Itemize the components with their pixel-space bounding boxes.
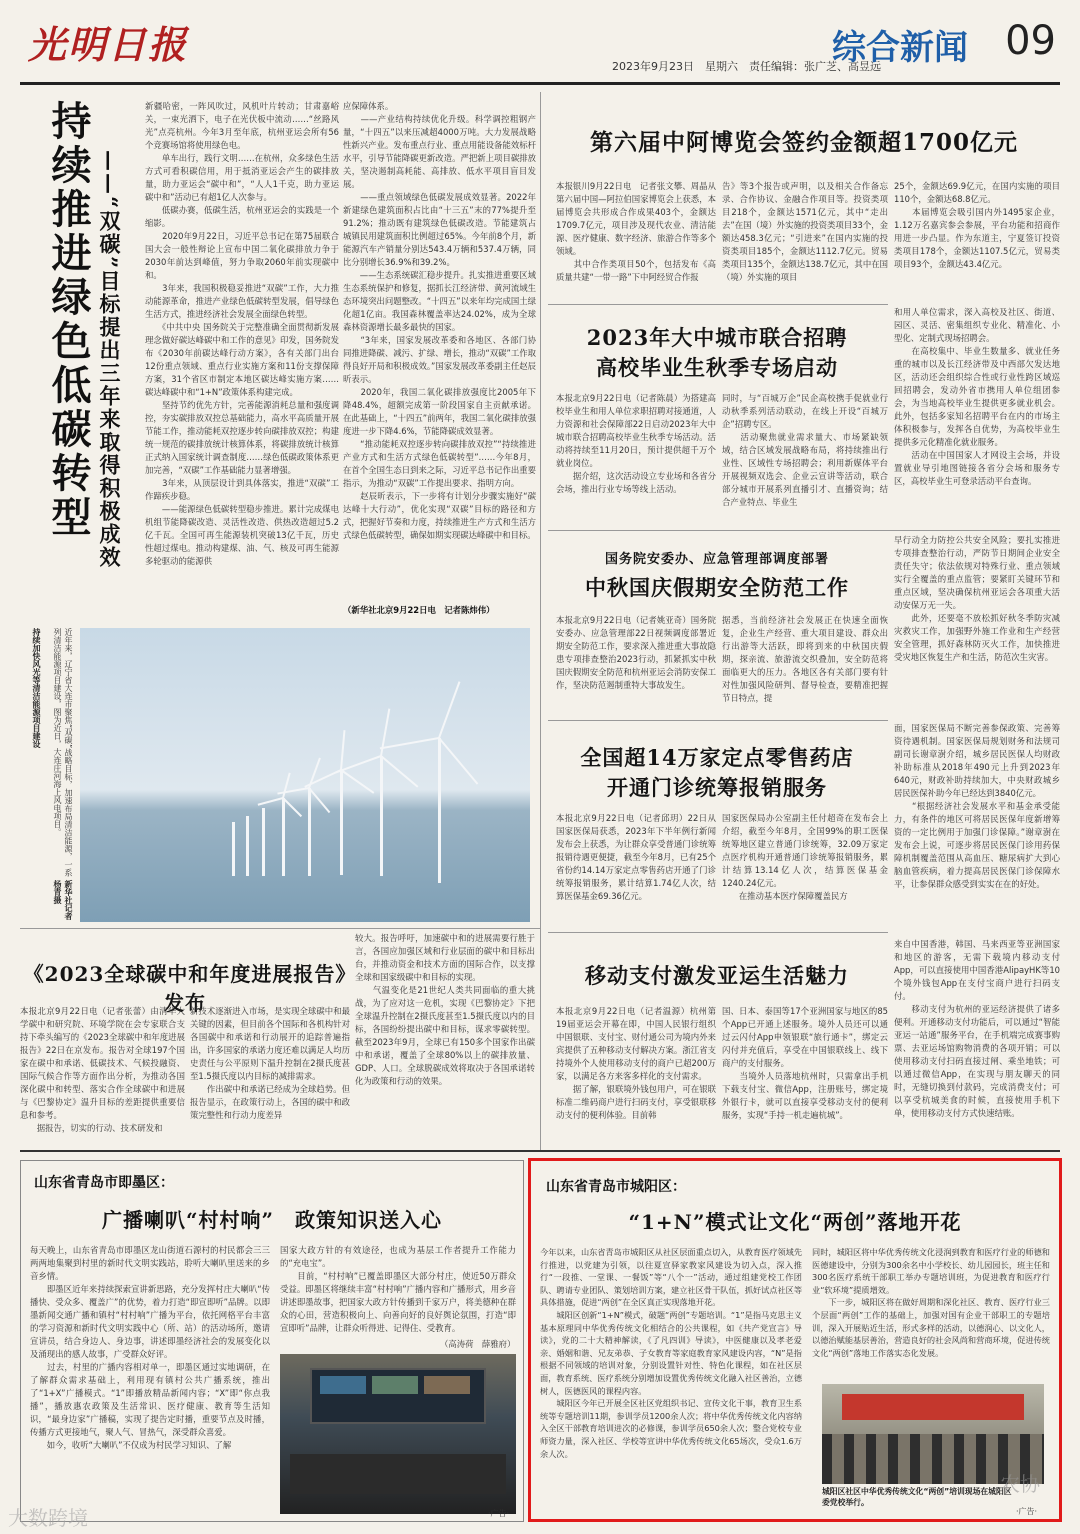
issue-date-editors: 2023年9月23日 星期六 责任编辑：张广芝、高昱远: [612, 60, 881, 73]
report-story-title: 《2023全球碳中和年度进展报告》发布: [23, 962, 347, 1015]
header-rule: [20, 82, 1060, 85]
holiday-story-title: 中秋国庆假期安全防范工作: [585, 575, 849, 600]
holiday-story-text3: 早行动全力防控公共安全风险；要扎实推进专项排查整治行动，严防节日期间企业安全责任失守；依法依规对特殊行业、重点领域实行全覆盖的重点监管；要紧盯关键环节和重点区域，坚决确保杭州亚运会各项重大活动安保万无一失。 此外，还要毫不放松抓好秋冬季防灾减灾救灾工作，加强野外施工作业和生产经营安全管理，抓好森林防灭火工作，加快推进受灾地区恢复生产和生活，防范次生灾害。: [894, 535, 1060, 662]
ad-right-photo-caption: 城阳区社区中华优秀传统文化“两创”培训现场在城阳区委党校举行。: [822, 1487, 1012, 1507]
ad-right-title: “1+N”模式让文化“两创”落地开花: [628, 1210, 962, 1234]
section-title: 综合新闻: [832, 28, 968, 68]
payment-story-text1: 本报北京9月22日电（记者温源）杭州第19届亚运会开幕在即，中国人民银行组织中国银联、支付宝、财付通公司为境内外来宾提供了五种移动支付解决方案。浙江省支持境外个人使用移动支付的商户已超200万家，以满足各方来客多样化的支付需求。 据了解，银联境外钱包用户，可在银联标准二维码商户进行扫码支付，享受银联移动支付的便利体验。目前韩: [556, 1006, 716, 1120]
jobs-story-title-line1: 2023年大中城市联合招聘: [586, 325, 848, 350]
photo1-credit: 新华社记者 杨青摄: [53, 880, 73, 928]
holiday-story-kicker: 国务院安委办、应急管理部调度部署: [604, 552, 829, 567]
divider: [548, 304, 888, 305]
ad-left-tag: ·广告·: [488, 1509, 510, 1518]
newspaper-logo: 光明日报: [28, 22, 189, 67]
divider: [548, 720, 888, 721]
divider: [20, 928, 540, 929]
ad-left-label: 山东省青岛市即墨区：: [34, 1175, 174, 1191]
section-rule: [20, 1150, 1060, 1152]
jobs-story-text2: 同时，与“百城万企”民企高校携手促就业行动秋季系列活动联动，在线上开设“百城万企”招聘专区。 活动聚焦就业需求量大、市场紧缺领域，结合区域发展战略布局，将持续推出行业性、区域性专场招聘会；利用新媒体平台开展视频双选会、企业云宣讲等活动，联合部分城市开展系列直播引才、直播资询；结合产业特点、毕业生: [722, 393, 888, 507]
watermark-left: 大数跨境: [8, 1506, 88, 1530]
ad-right-text1: 今年以来，山东省青岛市城阳区从社区层面重点切入，从教育医疗领域先行推进，以党建为引领，以往夏宣驿家教家风建设为切入点，深入推行“一段推、一堂课、一餐饭”等“八个一”活动，通过组建党校工作团队、聘请专业团队、策划培训方案，建立社区骨干队伍，抓好试点社区等具体措施，促进“两创”在全区真正实现落地开花。 城阳区创新“1+N”模式，破题“两创”专题培训。“1”是指马克思主义基本原理同中华优秀传统文化相结合的公共课程，如《共产党宣言》导读》，党的二十大精神解读，《了凡四训》导读》，中医健康以及孝老爱亲、婚姻和谐、兄友弟恭、子女教育等家庭教育家风建设内容，“N”是指根据不同领域的培训对象，分别设置针对性、特色化课程，如在社区层面，教育系统、医疗系统分别增加设置优秀传统文化融入社区善治，立德树人，医德医风的课程内容。 城阳区今年已开展全区社区党组织书记、宣传文化干事，教育卫生系统等专题培训11期，参训学员1200余人次；将中华优秀传统文化内容纳入全区干部教育培训进次的必修课，参训学员650余人次；整合党校专业师资力量，深入社区、学校等宣讲中华优秀传统文化65场次，受众1.6万余人次。: [540, 1247, 803, 1459]
divider: [548, 530, 1060, 531]
pharmacy-story-text2: 国家医保局办公室副主任付超奇在发布会上介绍，截至今年8月，全国99%的职工医保统筹地区建立普通门诊统筹，32.09万家定点医疗机构开通普通门诊统筹报销服务，累计结算13.14亿人次，结算医保基金1240.24亿元。 在推动基本医疗保障覆盖民方: [722, 813, 888, 901]
lead-story-col2: 应保障体系。 ——产业结构持续优化升级。科学调控粗钢产量，“十四五”以来压减超4000万吨。大力发展战略性新兴产业。发布重点行业、重点用能设备能效标杆水平，引导节能降碳更新改造。严把新上项目碳排放关，坚决遏制高耗能、高排放、低水平项目盲目发展。 ——重点领域绿色低碳发展成效显著。2022年新建绿色建筑面积占比由“十三五”末的77%提升至91.2%；推动既有建筑绿色低碳改造。节能建筑占城镇民用建筑面积比例超过65%。今年前8个月，新能源汽车产销量分别达543.4万辆和537.4万辆，同比分别增长36.9%和39.2%。 ——生态系统碳汇稳步提升。扎实推进重要区域生态系统保护和修复，据抓长江经济带、黄河流域生态环境突出问题整改。“十四五”以来年均完成国土绿化超1亿亩。我国森林覆盖率达24.02%，成为全球森林资源增长最多最快的国家。 “3年来，国家发展改革委和各地区、各部门协同推进降碳、减污、扩绿、增长，推动“双碳”工作取得良好开局和积极成效。”国家发展改革委副主任赵辰昕表示。 2020年，我国二氧化碳排放强度比2005年下降48.4%，超额完成第一阶段国家自主贡献承诺。在此基础上，“十四五”前两年，我国二氧化碳排放强度进一步下降4.6%，节能降碳成效显著。 “推动能耗双控逐步转向碳排放双控”“持续推进产业方式和生活方式绿色低碳转型”……今年8月，在首个全国生态日到来之际，习近平总书记作出重要指示，为推动“双碳”工作提出要求、指明方向。 赵辰昕表示，下一步将有计划分步骤实施好“碳达峰十大行动”，优化实现“双碳”目标的路径和方式，把握好节奏和力度，持续推进生产方式和生活方式绿色低碳转型，确保如期实现碳达峰碳中和目标。: [343, 101, 536, 540]
divider: [548, 932, 888, 933]
ad-left-title: 广播喇叭“村村响” 政策知识送入心: [101, 1208, 442, 1232]
wind-farm-photo: [80, 628, 530, 922]
jobs-story-title-line2: 高校毕业生秋季专场启动: [596, 355, 838, 380]
pharmacy-story-title-line1: 全国超14万家定点零售药店: [580, 745, 854, 770]
photo1-caption-title: 持续加快风光等清洁能源项目建设: [32, 628, 41, 748]
expo-story-text3: 25个，金额达69.9亿元，在国内实施的项目110个，金额达68.8亿元。 本届博览会吸引国内外1495家企业，1.12万名嘉宾参会参展，平台功能和招商作用进一步凸显。作为东道主，宁夏签订投资类项目178个，金额达1107.5亿元，贸易类项目93个，金额达43.4亿元。: [894, 181, 1060, 269]
page-number: 09: [1005, 18, 1056, 64]
jobs-story-text1: 本报北京9月22日电（记者陈晨）为搭建高校毕业生和用人单位求职招聘对接通道，人力资源和社会保障部22日启动2023年大中城市联合招聘高校毕业生秋季专场活动。活动将持续至11月20日，预计提供超千万个就业岗位。 据介绍，这次活动设立专业场和各省分会场，推出行业专场等线上活动。: [556, 393, 716, 494]
lead-story-title: 持续推进绿色低碳转型: [45, 100, 92, 540]
ad-right-tag: ·广告·: [1016, 1507, 1038, 1516]
pharmacy-story-title-line2: 开通门诊统筹报销服务: [607, 775, 827, 800]
ad-right-label: 山东省青岛市城阳区：: [546, 1179, 686, 1195]
pharmacy-story-text3: 面，国家医保局不断完善参保政策、完善筹资待遇机制。国家医保局规划财务和法规司副司长谢章澍介绍，城乡居民医保人均财政补助标准从2018年490元上升到2023年640元，财政补助持续加大，中央财政城乡居民医保补助今年已经达到3840亿元。 “根据经济社会发展水平和基金承受能力，有条件的地区可将居民医保年度新增筹资的一定比例用于加强门诊保障。”谢章澍在发布会上说，可逐步将居民医保门诊用药保障机制覆盖范围从高血压、糖尿病扩大到心脑血管疾病，着力提高居民医保门诊保障水平，让参保群众感受到实实在在的好处。: [894, 723, 1060, 889]
ad-left-text1: 每天晚上，山东省青岛市即墨区龙山街道石源村的村民都会三三两两地集聚到村里的新时代文明实践站，聆听大喇叭里送来的乡音乡情。 即墨区近年来持续探索宣讲新思路，充分发挥村庄大喇叭“传播快、受众多、覆盖广”的优势，着力打造“即宣即听”品牌。以即墨新闻交通广播和镇村“村村响”广播为平台，依托网格平台丰富的学习资源和新时代文明实践中心（所、站）的活动场所，邀请宣讲员，结合身边人、身边事，讲述即墨经济社会的发展变化以及涌现出的感人故事，广受群众好评。 过去，村里的广播内容相对单一，即墨区通过实地调研，在了解群众需求基础上，利用现有镇村公共广播系统，推出了“1+X”广播模式。“1”即播放精品新闻内容；“X”即“你点我播”，播放惠农政策及生活常识、医疗健康、教育等生活知识，“最身边家”广播稿，实现了提告定时播，重要节点及时播，传播方式更接地气，聚人气、冒热气，深受群众喜爱。 如今，收听“大喇叭”不仅成为村民学习知识、了解: [30, 1245, 270, 1450]
jobs-story-text3: 和用人单位需求，深入高校及社区、街道、园区、灵活、密集组织专业化、精准化、小型化、定制式现场招聘会。 在高校集中、毕业生数量多、就业任务重的城市以及长江经济带及中西部欠发达地区，活动还会组织综合性或行业性跨区域巡回招聘会，发动外省市携用人单位组团参会，为当地高校毕业生提供更多就业机会。此外，包括多家知名招聘平台在内的市场主体积极参与，发挥各自优势，为高校毕业生提供多元化精准化就业服务。 活动在中国国家人才网设主会场，并设置就业导引地图链接各省分会场和服务专区，高校毕业生可登录活动平台查询。: [894, 307, 1060, 486]
payment-story-text2: 国、日本、泰国等17个亚洲国家与地区的85个App已开通上述服务。境外人员还可以通过云闪付App申领银联“旅行通卡”，绑定云闪付并充值后，享受在中国银联线上、线下商户的支付服务。 当境外人员落地杭州时，只需拿出手机下载支付宝、微信App，注册账号，绑定境外银行卡，就可以直接享受移动支付的便利服务，实现“手持一机走遍杭城”。: [722, 1006, 888, 1120]
lead-story-byline: （新华社北京9月22日电 记者陈炜伟）: [343, 605, 495, 615]
payment-story-text3: 来自中国香港，韩国、马来西亚等亚洲国家和地区的游客，无需下载境内移动支付App，可以直接使用中国香港AlipayHK等10个境外钱包App在支付宝商户进行扫码支付。 移动支付为杭州的亚运经济提供了诸多便利。开通移动支付功能后，可以通过“智能亚运一站通”服务平台，在手机端完成赛事购票、去亚运场馆购物消费的各项开销；可以使用移动支付扫码直接过闸、乘坐地铁；可以通过微信App，在实现与朋友聊天的同时，无缝切换到付款码，完成消费支付；可以享受杭城美食的时候，直接使用手机下单，使用移动支付方式快速结账。: [894, 939, 1060, 1118]
holiday-story-text1: 本报北京9月22日电（记者姚亚奇）国务院安委办、应急管理部22日视频调度部署近期安全防范工作，要求深入推进重大事故隐患专项排查整治2023行动，抓紧抓实中秋国庆假期安全防范和杭州亚运会消防安保工作，坚决防范遏制重特大事故发生。: [556, 615, 716, 690]
broadcast-room-photo: [280, 1354, 516, 1514]
holiday-story-text2: 据悉，当前经济社会发展正在快速全面恢复，企业生产经营、重大项目建设、群众出行出游等大活跃，即将到来的中秋国庆假期，探亲流、旅游流交织叠加，安全防范将面临更大的压力。各地区各有关部门要有针对性加强风险研判、督导检查，要精准把握节日特点，提: [722, 615, 888, 703]
lead-story-col1: 新疆哈密，一阵风吹过，风机叶片转动；甘肃嘉峪关，一束光洒下，电子在光伏板中流动……“丝路风光”点亮杭州。今年3月至年底，杭州亚运会所有56个竞赛场馆将使用绿色电。 单车出行，践行文明……在杭州，众多绿色生活方式可看积碳信用，用于抵消亚运会产生的碳排放量，助力亚运会“碳中和”，“人人1千克，助力亚运碳中和”活动已有超1亿人次参与。 低碳办赛，低碳生活，杭州亚运会的实践是一个缩影。 2020年9月22日，习近平总书记在第75届联合国大会一般性辩论上宣布中国二氧化碳排放力争于2030年前达到峰值，努力争取2060年前实现碳中和。 3年来，我国积极稳妥推进“双碳”工作，大力推动能源革命，推进产业绿色低碳转型发展，倡导绿色生活方式，推进经济社会发展全面绿色转型。 《中共中央 国务院关于完整准确全面贯彻新发展理念做好碳达峰碳中和工作的意见》印发，国务院发布《2030年前碳达峰行动方案》，各有关部门出台12份重点领域、重点行业实施方案和11份支撑保障方案，31个省区市制定本地区碳达峰实施方案……碳达峰碳中和“1+N”政策体系构建完成。 坚持节约优先方针，完善能源消耗总量和强度调控，夯实碳排放双控总基础能力，高水平高质量开展节能工作，推动能耗双控逐步转向碳排放双控；构建统一规范的碳排放统计核算体系，将碳排放统计核算正式纳入国家统计调查制度……绿色低碳政策体系更加完善，“双碳”工作基础能力显著增强。 3年来，从顶层设计到具体落实，推进“双碳”工作蹄疾步稳。 ——能源绿色低碳转型稳步推进。累计完成煤电机组节能降碳改造、灵活性改造、供热改造超过5.2亿千瓦。全国可再生能源装机突破13亿千瓦，历史性超过煤电。推动构建煤、油、气、核及可再生能源多轮驱动的能源供: [145, 101, 339, 566]
photo1-caption: 近年来，辽宁省大连市聚焦“双碳”战略目标，加速布局清洁能源，一系列清洁能源项目建设，图为近日，大连庄河海上风电项目。: [53, 628, 73, 877]
report-story-text3a: 较大。报告呼吁，加速碳中和的进展需要行胜于言，各国应加强区域和行业层面的碳中和目标出台，并推动资金和技术方面的国际合作，以支撑全球和国家级碳中和目标的实现。 气温变化是21世纪人类共同面临的重大挑战，为了应对这一危机，实现《巴黎协定》下把全球温升控制在2摄氏度甚至1.5摄氏度以内的目标，各国纷纷提出碳中和目标，谋求零碳转型。截至2023年9月，全球已有150多个国家作出碳中和承诺，覆盖了全球80%以上的碳排放量、GDP、人口。全球脱碳成效将取决于各国承诺转化为政策和行动的效果。: [355, 933, 535, 1086]
expo-story-title: 第六届中阿博览会签约金额超1700亿元: [589, 129, 1018, 156]
expo-story-text2: 告》等3个报告或声明，以及相关合作备忘录、合作协议、金融合作项目等。投资类项目218个，金额达1571亿元，其中“走出去”在国（境）外实施的投资类项目33个，金额达458.3亿元；“引进来”在国内实施的投资类项目185个，金额达1112.7亿元。贸易类项目135个，金额达138.7亿元，其中在国（境）外实施的项目: [722, 181, 888, 282]
report-story-text1: 本报北京9月22日电（记者张蕾）由清华大学碳中和研究院、环境学院在会专家联合支持下牵头编写的《2023全球碳中和年度进展报告》22日在京发布。报告对全球197个国家在碳中和承诺、低碳技术、气候投融资、国际气候合作等方面作出分析，为推动各国深化碳中和转型、落实合作全球碳中和进展与《巴黎协定》温升目标的差距提供重要信息和参考。 据报告，切实的行动、技术研发和: [20, 1006, 185, 1133]
ad-left-text2: 国家大政方针的有效途径，也成为基层工作者提升工作能力的“充电宝”。 目前，“村村响”已覆盖即墨区大部分村庄，使近50万群众受益。即墨区将继续丰富“村村响”广播内容和广播形式，用乡音讲述即墨故事，把国家大政方针传播到千家万户，将美德种在群众的心田，营造积极向上、向善向好的良好舆论氛围，打造“即宣即听”品牌，让群众听得进、记得住、受教育。: [280, 1245, 516, 1333]
expo-story-text1: 本报银川9月22日电 记者张文攀、周晶从第六届中国—阿拉伯国家博览会上获悉，本届博览会共形成合作成果403个，金额达1709.7亿元，项目涉及现代农业、清洁能源、医疗健康、数字经济、旅游合作等多个领域。 其中合作类项目50个，包括发布《高质量共建“一带一路”下中阿经贸合作报: [556, 181, 716, 282]
ad-left-credit: （高涛荷 薛雅府）: [440, 1339, 516, 1349]
ad-right-text2: 同时，城阳区将中华优秀传统文化浸润到教育和医疗行业的师德和医德建设中，分别为300余名中小学校长、幼儿园园长，班主任和300名医疗系统干部职工举办专题培训班，为促进教育和医疗行业“软环境”提质增效。 下一步，城阳区将在做好周期和深化社区、教育、医疗行业三个层面“两创”工作的基础上，加强对国有企业干部职工的专题培训，深入开展贴近生活，形式多样的活动，以德润心、以文化人，以德治赋能基层善治，营造良好的社会风尚和营商环境，促进传统文化“两创”落地工作落实态化发展。: [812, 1247, 1050, 1358]
pharmacy-story-text1: 本报北京9月22日电（记者邱玥）22日从国家医保局获悉，2023年下半年例行新闻发布会上获悉，为让群众享受普通门诊统筹报销待遇更便捷，截至今年8月，已有25个省份约14.14万家定点零售药店开通了门诊统筹报销服务，累计结算1.74亿人次，结算医保基金69.36亿元。: [556, 813, 716, 901]
watermark-right: 农协: [1000, 1472, 1040, 1496]
payment-story-title: 移动支付激发亚运生活魅力: [585, 963, 849, 988]
lead-story-subtitle: ——“双碳”目标提出三年来取得积极成效: [97, 150, 122, 570]
column-rule: [540, 92, 541, 1150]
report-story-text2: 新技术逐渐进入市场，是实现全球碳中和最关键的因素，但目前各个国际和各机构针对各国碳中和承诺和行动展开的追踪普遍指出，许多国家的承诺力度还难以满足人均历史责任与公平原则下温升控制在2摄氏度甚至1.5摄氏度以内目标的减排需求。 作出碳中和承诺已经成为全球趋势。但报告显示，在政策行动上，各国的碳中和政策完整性和行动力度差异: [190, 1006, 350, 1120]
